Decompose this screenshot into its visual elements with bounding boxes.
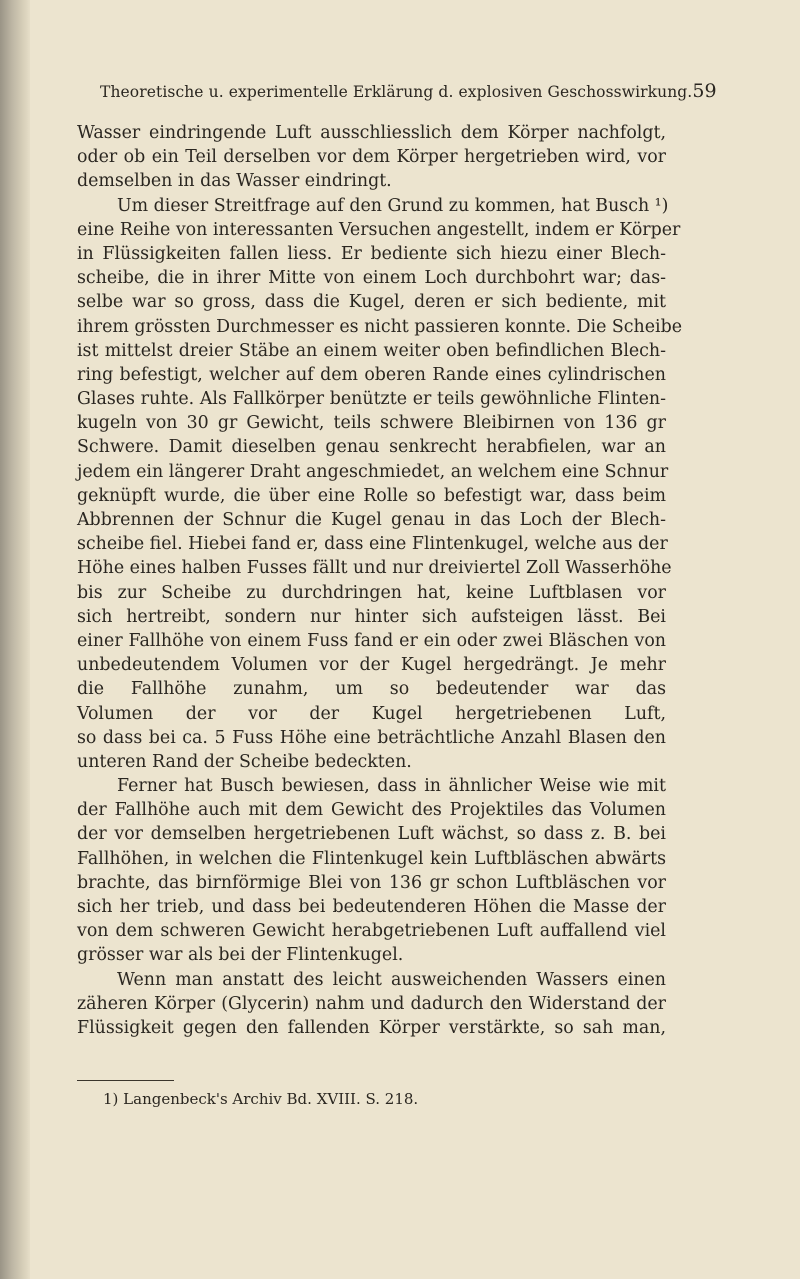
- text-line: die Fallhöhe zunahm, um so bedeutender war das: [77, 679, 666, 700]
- body-text: [77, 121, 683, 1040]
- text-line: kugeln von 30 gr Gewicht, teils schwere Bleibirnen von 136 gr: [77, 413, 666, 434]
- text-line: scheibe, die in ihrer Mitte von einem Loch durchbohrt war; das-: [77, 268, 666, 289]
- text-line: Fallhöhen, in welchen die Flintenkugel kein Luftbläschen abwärts: [77, 848, 666, 869]
- text-line: brachte, das birnförmige Blei von 136 gr schon Luftbläschen vor: [77, 872, 666, 893]
- text-line: der Fallhöhe auch mit dem Gewicht des Projektiles das Volumen: [77, 800, 666, 821]
- text-line: der vor demselben hergetriebenen Luft wächst, so dass z. B. bei: [77, 824, 666, 845]
- text-line: Wenn man anstatt des leicht ausweichenden Wassers einen: [117, 969, 666, 990]
- text-line: bis zur Scheibe zu durchdringen hat, keine Luftblasen vor: [77, 582, 666, 603]
- text-line: oder ob ein Teil derselben vor dem Körper hergetrieben wird, vor: [77, 147, 666, 168]
- text-line: geknüpft wurde, die über eine Rolle so befestigt war, dass beim: [77, 485, 666, 506]
- page-number: 59: [692, 80, 717, 102]
- text-line: Um dieser Streitfrage auf den Grund zu kommen, hat Busch ¹): [117, 195, 669, 216]
- running-title: Theoretische u. experimentelle Erklärung d. explosiven Geschosswirkung.: [100, 83, 693, 101]
- text-line: einer Fallhöhe von einem Fuss fand er ein oder zwei Bläschen von: [77, 630, 666, 651]
- text-line: grösser war als bei der Flintenkugel.: [77, 945, 404, 966]
- book-spine-edge: [0, 0, 30, 1279]
- text-line: selbe war so gross, dass die Kugel, deren er sich bediente, mit: [77, 292, 666, 313]
- running-header: [100, 80, 717, 102]
- text-line: zäheren Körper (Glycerin) nahm und dadurch den Widerstand der: [77, 993, 666, 1014]
- text-line: Schwere. Damit dieselben genau senkrecht herabfielen, war an: [77, 437, 666, 458]
- text-line: Volumen der vor der Kugel hergetriebenen Luft,: [77, 703, 666, 724]
- text-line: Ferner hat Busch bewiesen, dass in ähnlicher Weise wie mit: [117, 776, 666, 797]
- text-line: eine Reihe von interessanten Versuchen angestellt, indem er Körper: [77, 219, 681, 240]
- text-line: scheibe fiel. Hiebei fand er, dass eine Flintenkugel, welche aus der: [77, 534, 668, 555]
- text-line: von dem schweren Gewicht herabgetriebenen Luft auffallend viel: [77, 921, 666, 942]
- text-line: unbedeutendem Volumen vor der Kugel hergedrängt. Je mehr: [77, 655, 666, 676]
- text-line: sich her trieb, und dass bei bedeutenderen Höhen die Masse der: [77, 897, 666, 917]
- text-line: Glases ruhte. Als Fallkörper benützte er teils gewöhnliche Flinten-: [77, 389, 666, 410]
- footnote-divider: [77, 1080, 174, 1081]
- text-line: Abbrennen der Schnur die Kugel genau in das Loch der Blech-: [77, 510, 666, 530]
- text-line: Flüssigkeit gegen den fallenden Körper verstärkte, so sah man,: [77, 1017, 666, 1038]
- text-line: ring befestigt, welcher auf dem oberen Rande eines cylindrischen: [77, 364, 666, 385]
- text-line: demselben in das Wasser eindringt.: [77, 171, 392, 192]
- text-line: ist mittelst dreier Stäbe an einem weiter oben befindlichen Blech-: [77, 340, 666, 361]
- text-line: so dass bei ca. 5 Fuss Höhe eine beträchtliche Anzahl Blasen den: [77, 727, 666, 748]
- text-line: jedem ein längerer Draht angeschmiedet, an welchem eine Schnur: [77, 461, 669, 482]
- footnote: 1) Langenbeck's Archiv Bd. XVIII. S. 218.: [103, 1090, 419, 1108]
- text-line: unteren Rand der Scheibe bedeckten.: [77, 751, 412, 772]
- text-line: sich hertreibt, sondern nur hinter sich aufsteigen lässt. Bei: [77, 606, 666, 627]
- text-line: Höhe eines halben Fusses fällt und nur dreiviertel Zoll Wasserhöhe: [77, 558, 672, 579]
- text-line: in Flüssigkeiten fallen liess. Er bediente sich hiezu einer Blech-: [77, 243, 666, 264]
- text-line: ihrem grössten Durchmesser es nicht passieren konnte. Die Scheibe: [77, 316, 683, 337]
- text-line: Wasser eindringende Luft ausschliesslich dem Körper nachfolgt,: [77, 123, 666, 143]
